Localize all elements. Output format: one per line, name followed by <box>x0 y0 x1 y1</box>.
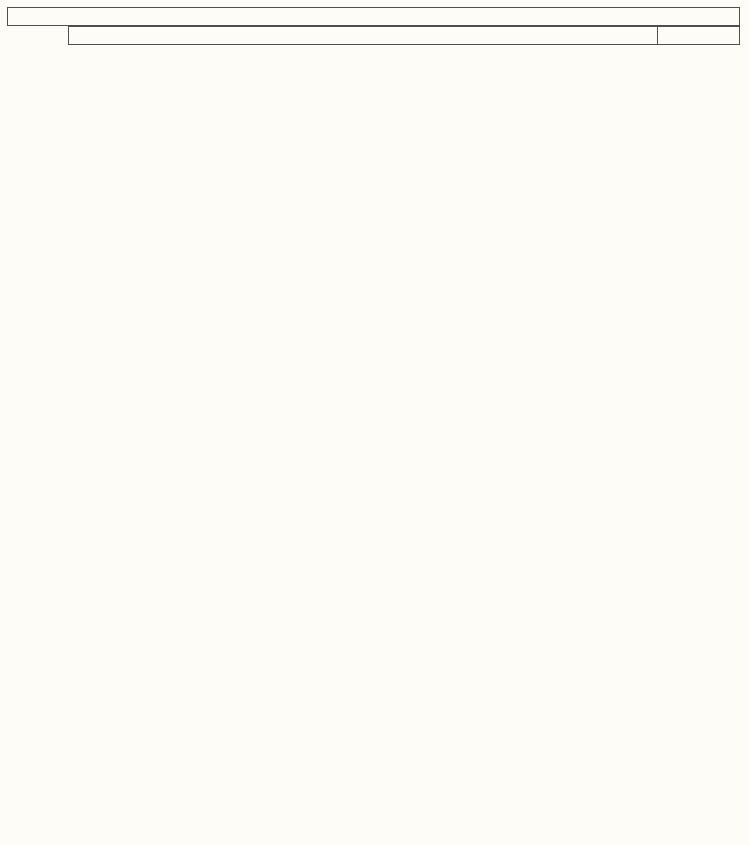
factory-number-row <box>7 7 740 26</box>
category-label-range <box>657 26 740 45</box>
range-example-row <box>68 26 658 45</box>
